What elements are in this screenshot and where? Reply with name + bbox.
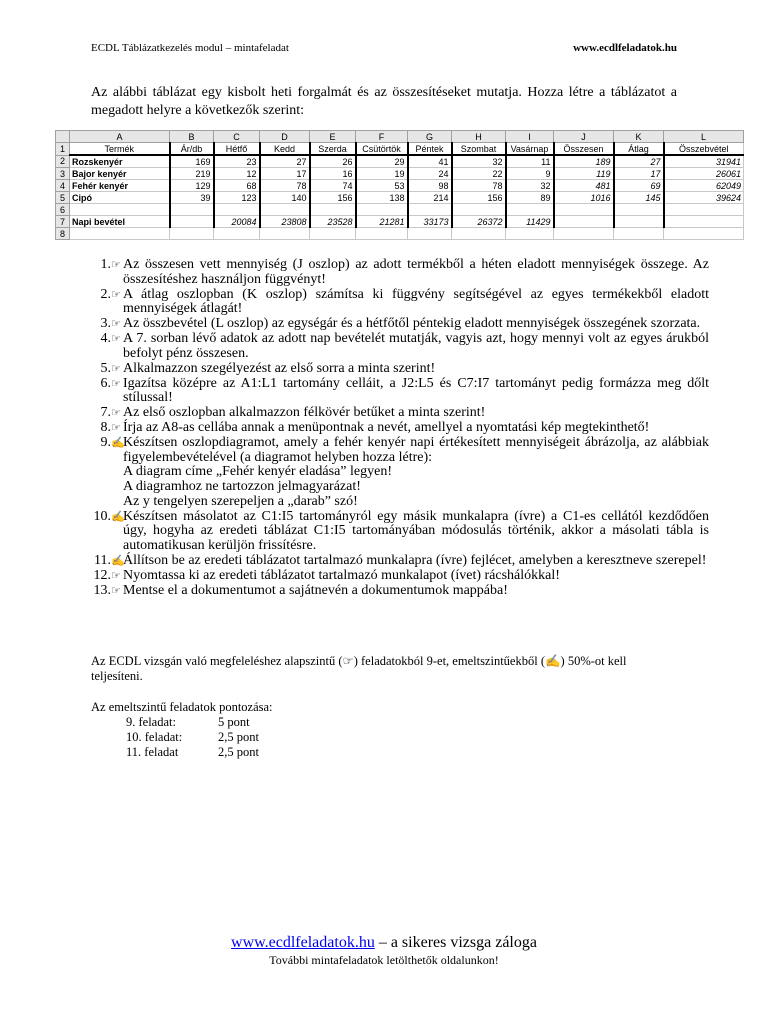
task-number: 6.	[100, 375, 111, 391]
sheet-cell: 31941	[664, 155, 744, 168]
sheet-cell: 26	[310, 155, 356, 168]
task-item	[100, 435, 709, 509]
sheet-cell	[170, 216, 214, 228]
task-number: 11.	[94, 552, 111, 568]
task-list	[91, 258, 709, 599]
column-header: J	[554, 131, 614, 143]
sheet-cell: 16	[310, 168, 356, 180]
sheet-cell	[260, 204, 310, 216]
sheet-cell: 17	[614, 168, 664, 180]
sheet-cell: Szombat	[452, 143, 506, 156]
sheet-cell: 41	[408, 155, 452, 168]
task-number: 2.	[100, 286, 111, 302]
sheet-cell: Átlag	[614, 143, 664, 156]
row-header: 7	[56, 216, 70, 228]
sheet-cell: 156	[452, 192, 506, 204]
sheet-cell: 32	[452, 155, 506, 168]
pointing-hand-icon: ☞	[111, 422, 121, 435]
column-header: I	[506, 131, 554, 143]
footer-line	[0, 934, 768, 952]
column-header: D	[260, 131, 310, 143]
row-header: 6	[56, 204, 70, 216]
sheet-cell: Vasárnap	[506, 143, 554, 156]
column-header: C	[214, 131, 260, 143]
sheet-cell: 78	[260, 180, 310, 192]
task-item	[100, 360, 709, 377]
sheet-cell	[170, 228, 214, 240]
sheet-cell	[452, 204, 506, 216]
sheet-cell: 27	[614, 155, 664, 168]
sheet-cell: Összesen	[554, 143, 614, 156]
sheet-cell: 214	[408, 192, 452, 204]
task-subline: A diagram címe „Fehér kenyér eladása” legyen!	[123, 464, 392, 480]
scoring-points: 2,5 pont	[218, 730, 259, 744]
sheet-cell: 119	[554, 168, 614, 180]
task-item	[100, 257, 709, 287]
header-title: ECDL Táblázatkezelés modul – mintafeladat	[91, 42, 289, 54]
pointing-hand-icon: ☞	[111, 333, 121, 346]
sheet-cell	[310, 228, 356, 240]
column-header: G	[408, 131, 452, 143]
sheet-cell	[408, 228, 452, 240]
sheet-row	[56, 180, 744, 192]
sheet-cell	[214, 228, 260, 240]
sheet-cell	[70, 204, 170, 216]
task-number: 9.	[100, 435, 111, 451]
task-item	[93, 508, 709, 554]
sheet-cell: Fehér kenyér	[70, 180, 170, 192]
task-text: Az összbevétel (L oszlop) az egységár és a hétfőtől péntekig eladott mennyiségek összegének szorzata.	[123, 316, 701, 332]
task-text: Mentse el a dokumentumot a sajátnevén a dokumentumok mappába!	[123, 582, 508, 598]
sheet-cell: Cipó	[70, 192, 170, 204]
sheet-cell	[614, 216, 664, 228]
sheet-cell: Termék	[70, 143, 170, 156]
task-text: Készítsen másolatot az C1:I5 tartományról egy másik munkalapra (ívre) a C1-es cellától kezdődően úgy, hogyha az eredeti táblázat C1:I5 tartományában módosulás történik, akkor a másolati tábla is automatikusan kerüljön frissítésre.	[123, 508, 709, 553]
writing-hand-icon: ✍	[111, 437, 125, 450]
sheet-row	[56, 216, 744, 228]
scoring-points: 5 pont	[218, 715, 250, 729]
sheet-cell: 26372	[452, 216, 506, 228]
sheet-cell: 21281	[356, 216, 408, 228]
sheet-row	[56, 228, 744, 240]
task-text: A átlag oszlopban (K oszlop) számítsa ki függvény segítségével az egyes termékekből eladott mennyiségek átlagát!	[123, 286, 709, 317]
sheet-cell: 12	[214, 168, 260, 180]
pointing-hand-icon: ☞	[111, 569, 121, 582]
sheet-row	[56, 204, 744, 216]
task-text: A 7. sorban lévő adatok az adott nap bevételét mutatják, vagyis azt, hogy mennyi volt az egyes árukból befolyt pénz összesen.	[123, 331, 709, 361]
task-item	[100, 405, 709, 421]
sheet-cell: 9	[506, 168, 554, 180]
sheet-cell: 39624	[664, 192, 744, 204]
intro-paragraph: Az alábbi táblázat egy kisbolt heti forgalmát és az összesítéseket mutatja. Hozza létre a táblázatot a megadott helyre a következők szerint:	[91, 85, 677, 118]
sheet-cell: 189	[554, 155, 614, 168]
task-number: 4.	[100, 331, 111, 347]
sheet-cell	[170, 204, 214, 216]
sheet-cell: 33173	[408, 216, 452, 228]
sheet-cell: 68	[214, 180, 260, 192]
sheet-row	[56, 143, 744, 156]
pointing-hand-icon: ☞	[111, 288, 121, 301]
row-header: 2	[56, 155, 70, 168]
row-header: 4	[56, 180, 70, 192]
sheet-cell: 32	[506, 180, 554, 192]
sheet-cell	[408, 204, 452, 216]
task-item	[100, 286, 709, 317]
sheet-cell	[664, 204, 744, 216]
task-number: 13.	[93, 582, 111, 598]
sheet-cell	[214, 204, 260, 216]
column-header: L	[664, 131, 744, 143]
task-number: 1.	[100, 257, 111, 272]
sheet-cell: 11429	[506, 216, 554, 228]
column-header: B	[170, 131, 214, 143]
sheet-cell: 23528	[310, 216, 356, 228]
scoring-task: 11. feladat	[126, 745, 179, 759]
column-header: H	[452, 131, 506, 143]
sheet-cell: 39	[170, 192, 214, 204]
sheet-cell	[614, 228, 664, 240]
row-header: 3	[56, 168, 70, 180]
sheet-cell: 62049	[664, 180, 744, 192]
spreadsheet-table	[55, 130, 744, 240]
row-header: 5	[56, 192, 70, 204]
pointing-hand-icon: ☞	[111, 362, 121, 375]
sheet-cell: 69	[614, 180, 664, 192]
writing-hand-icon: ✍	[111, 510, 125, 523]
task-subline: A diagramhoz ne tartozzon jelmagyarázat!	[123, 479, 361, 495]
sheet-cell	[506, 228, 554, 240]
scoring-points: 2,5 pont	[218, 745, 259, 759]
pointing-hand-icon: ☞	[111, 259, 121, 271]
sheet-cell	[506, 204, 554, 216]
column-header: A	[70, 131, 170, 143]
sheet-cell: Hétfő	[214, 143, 260, 156]
task-item	[100, 331, 709, 361]
sheet-cell: 17	[260, 168, 310, 180]
sheet-cell: Csütörtök	[356, 143, 408, 156]
row-header: 1	[56, 143, 70, 156]
sheet-cell: 74	[310, 180, 356, 192]
sheet-cell	[554, 204, 614, 216]
sheet-cell	[452, 228, 506, 240]
sheet-cell: 219	[170, 168, 214, 180]
sheet-cell	[554, 228, 614, 240]
task-item	[100, 420, 709, 436]
sheet-cell: 1016	[554, 192, 614, 204]
task-number: 3.	[100, 316, 111, 332]
sheet-cell: 138	[356, 192, 408, 204]
scoring-block	[91, 700, 273, 760]
row-header: 8	[56, 228, 70, 240]
sheet-row	[56, 168, 744, 180]
task-text: Állítson be az eredeti táblázatot tartalmazó munkalapra (ívre) fejlécet, amelyben a keresztneve szerepel!	[123, 552, 707, 568]
sheet-cell: Összebvétel	[664, 143, 744, 156]
task-item	[93, 567, 709, 584]
sheet-cell: 53	[356, 180, 408, 192]
column-header: E	[310, 131, 356, 143]
sheet-cell: Rozskenyér	[70, 155, 170, 168]
pointing-hand-icon: ☞	[111, 584, 121, 597]
column-header-row	[56, 131, 744, 143]
pointing-hand-icon: ☞	[111, 407, 121, 420]
sheet-cell: Bajor kenyér	[70, 168, 170, 180]
task-item	[94, 552, 709, 569]
sheet-cell: 89	[506, 192, 554, 204]
sheet-cell	[664, 228, 744, 240]
sheet-cell	[310, 204, 356, 216]
task-item	[93, 582, 709, 599]
task-item	[100, 375, 709, 406]
task-text: Alkalmazzon szegélyezést az első sorra a minta szerint!	[123, 360, 436, 376]
sheet-cell: 26061	[664, 168, 744, 180]
header-url: www.ecdlfeladatok.hu	[573, 42, 677, 54]
sheet-cell: 19	[356, 168, 408, 180]
sheet-cell: 23	[214, 155, 260, 168]
sheet-cell: 20084	[214, 216, 260, 228]
scoring-item	[126, 745, 273, 760]
corner-cell	[56, 131, 70, 143]
task-text: Nyomtassa ki az eredeti táblázatot tartalmazó munkalapot (ívet) rácshálókkal!	[123, 567, 560, 583]
task-text: Igazítsa középre az A1:L1 tartomány celláit, a J2:L5 és C7:I7 tartományt pedig formázza meg dőlt stílussal!	[123, 375, 709, 406]
sheet-cell: 98	[408, 180, 452, 192]
sheet-cell: 169	[170, 155, 214, 168]
spreadsheet-screenshot	[55, 130, 743, 246]
footer-link[interactable]: www.ecdlfeladatok.hu	[231, 934, 375, 951]
sheet-cell: 27	[260, 155, 310, 168]
task-number: 12.	[93, 567, 111, 583]
writing-hand-icon: ✍	[111, 554, 125, 567]
sheet-cell: Péntek	[408, 143, 452, 156]
sheet-cell: 123	[214, 192, 260, 204]
task-text: Az első oszlopban alkalmazzon félkövér betűket a minta szerint!	[123, 405, 486, 421]
task-number: 5.	[100, 360, 111, 376]
sheet-cell	[554, 216, 614, 228]
sheet-row	[56, 155, 744, 168]
task-item	[100, 316, 709, 332]
sheet-cell: 140	[260, 192, 310, 204]
task-text: Írja az A8-as cellába annak a menüpontnak a nevét, amellyel a nyomtatási kép megtekinthető!	[123, 420, 650, 436]
sheet-cell	[260, 228, 310, 240]
scoring-item	[126, 730, 273, 745]
sheet-cell	[356, 204, 408, 216]
sheet-cell: 11	[506, 155, 554, 168]
sheet-row	[56, 192, 744, 204]
task-number: 7.	[100, 405, 111, 421]
exam-note: Az ECDL vizsgán való megfeleléshez alapszintű (☞) feladatokból 9-et, emeltszintűekből (✍) 50%-ot kell teljesíteni.	[91, 654, 627, 683]
task-text: Az összesen vett mennyiség (J oszlop) az adott termékből a héten eladott mennyiségek összege. Az összesítéshez használjon függvényt!	[123, 257, 709, 287]
pointing-hand-icon: ☞	[111, 377, 121, 390]
task-subline: Az y tengelyen szerepeljen a „darab” szó!	[123, 493, 358, 509]
footer-subline: További mintafeladatok letölthetők oldalunkon!	[269, 953, 499, 967]
sheet-cell: 22	[452, 168, 506, 180]
scoring-item	[126, 715, 273, 730]
sheet-cell: 129	[170, 180, 214, 192]
sheet-cell: 481	[554, 180, 614, 192]
scoring-task: 9. feladat:	[126, 715, 176, 729]
sheet-cell	[664, 216, 744, 228]
sheet-cell	[614, 204, 664, 216]
sheet-cell: 29	[356, 155, 408, 168]
task-number: 10.	[93, 508, 111, 524]
scoring-task: 10. feladat:	[126, 730, 183, 744]
sheet-cell	[70, 228, 170, 240]
footer-tagline: – a sikeres vizsga záloga	[374, 934, 537, 951]
sheet-cell: 23808	[260, 216, 310, 228]
task-number: 8.	[100, 420, 111, 436]
sheet-cell: Kedd	[260, 143, 310, 156]
sheet-cell: Szerda	[310, 143, 356, 156]
pointing-hand-icon: ☞	[111, 318, 121, 331]
sheet-cell: 78	[452, 180, 506, 192]
sheet-cell	[356, 228, 408, 240]
sheet-cell: 24	[408, 168, 452, 180]
sheet-cell: 156	[310, 192, 356, 204]
sheet-cell: Ár/db	[170, 143, 214, 156]
scoring-title: Az emeltszintű feladatok pontozása:	[91, 700, 273, 714]
column-header: K	[614, 131, 664, 143]
sheet-cell: 145	[614, 192, 664, 204]
task-text: Készítsen oszlopdiagramot, amely a fehér kenyér napi értékesített mennyiségeit ábrázolja, az alábbiak figyelembevételével (a diagramot helyben hozza létre):	[123, 435, 709, 465]
column-header: F	[356, 131, 408, 143]
sheet-cell: Napi bevétel	[70, 216, 170, 228]
